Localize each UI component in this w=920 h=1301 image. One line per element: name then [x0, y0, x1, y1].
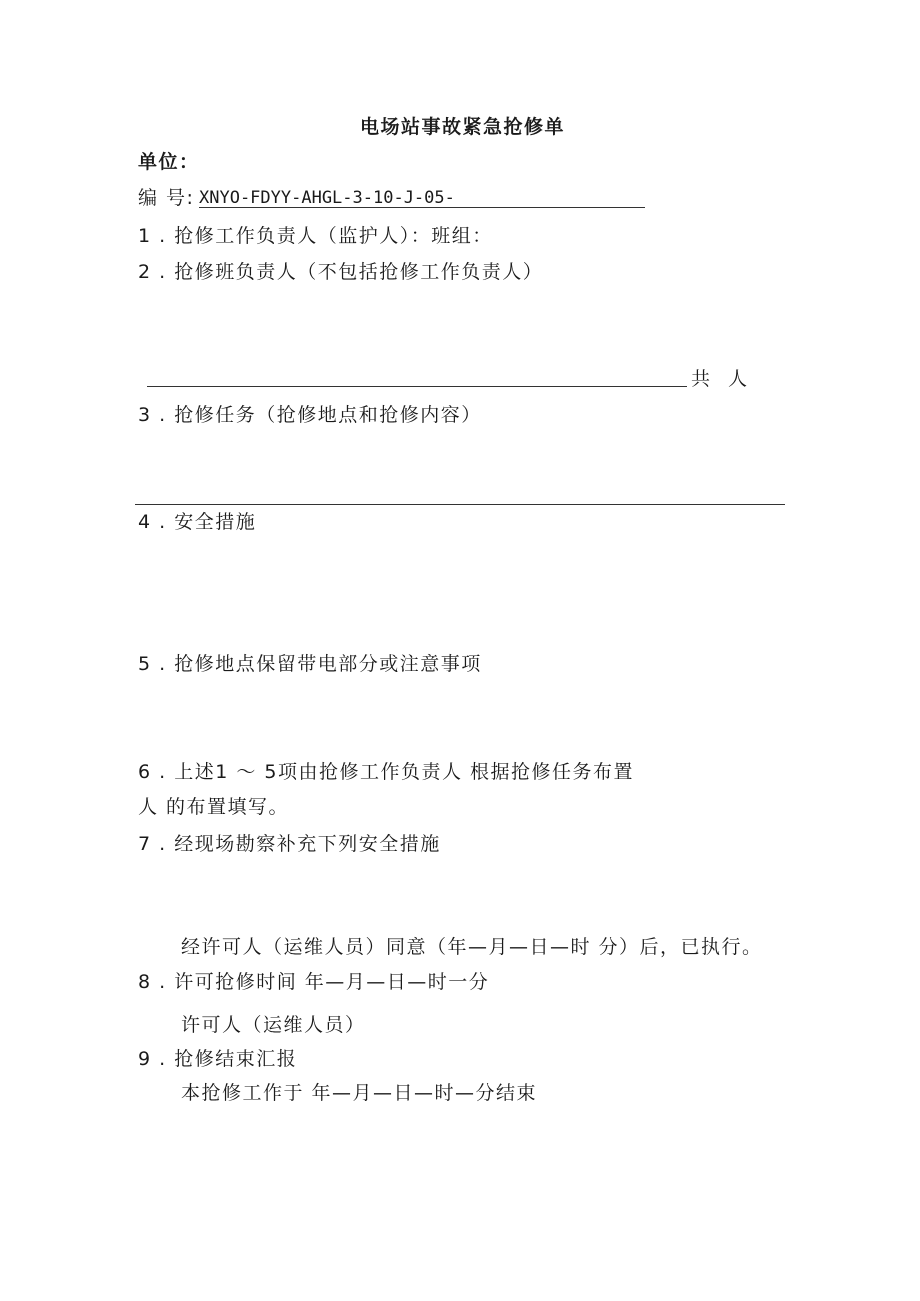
item-1-responsible: 1 . 抢修工作负责人（监护人）：班组： [138, 225, 493, 247]
item-4-safety-measures: 4 . 安全措施 [138, 511, 257, 533]
item-7-extra-measures: 7 . 经现场勘察补充下列安全措施 [138, 833, 441, 855]
item-6-filled-by: 6 . 上述1 ～ 5项由抢修工作负责人 根据抢修任务布置 [138, 761, 635, 783]
item-9-completion-report: 9 . 抢修结束汇报 [138, 1048, 298, 1070]
task-line [135, 504, 785, 505]
item-8-permit-time: 8 . 许可抢修时间 年—月—日—时一分 [138, 971, 490, 993]
permit-executed-note: 经许可人（运维人员）同意（年—月—日—时 分）后，已执行。 [181, 936, 763, 958]
team-count: 共 人 [691, 368, 754, 390]
unit-label: 单位： [138, 151, 200, 173]
number-value: XNYO-FDYY-AHGL-3-10-J-05- [199, 188, 455, 208]
number-label: 编 号: [138, 187, 195, 209]
item-2-team-leader: 2 . 抢修班负责人（不包括抢修工作负责人） [138, 261, 544, 283]
team-members-line [147, 386, 687, 387]
item-5-live-parts: 5 . 抢修地点保留带电部分或注意事项 [138, 653, 482, 675]
item-3-task: 3 . 抢修任务（抢修地点和抢修内容） [138, 404, 482, 426]
item-6-continued: 人 的布置填写。 [138, 796, 290, 818]
completion-time: 本抢修工作于 年—月—日—时—分结束 [181, 1082, 538, 1104]
document-title: 电场站事故紧急抢修单 [360, 116, 566, 138]
number-underline [199, 207, 645, 208]
permit-person: 许可人（运维人员） [181, 1014, 366, 1036]
